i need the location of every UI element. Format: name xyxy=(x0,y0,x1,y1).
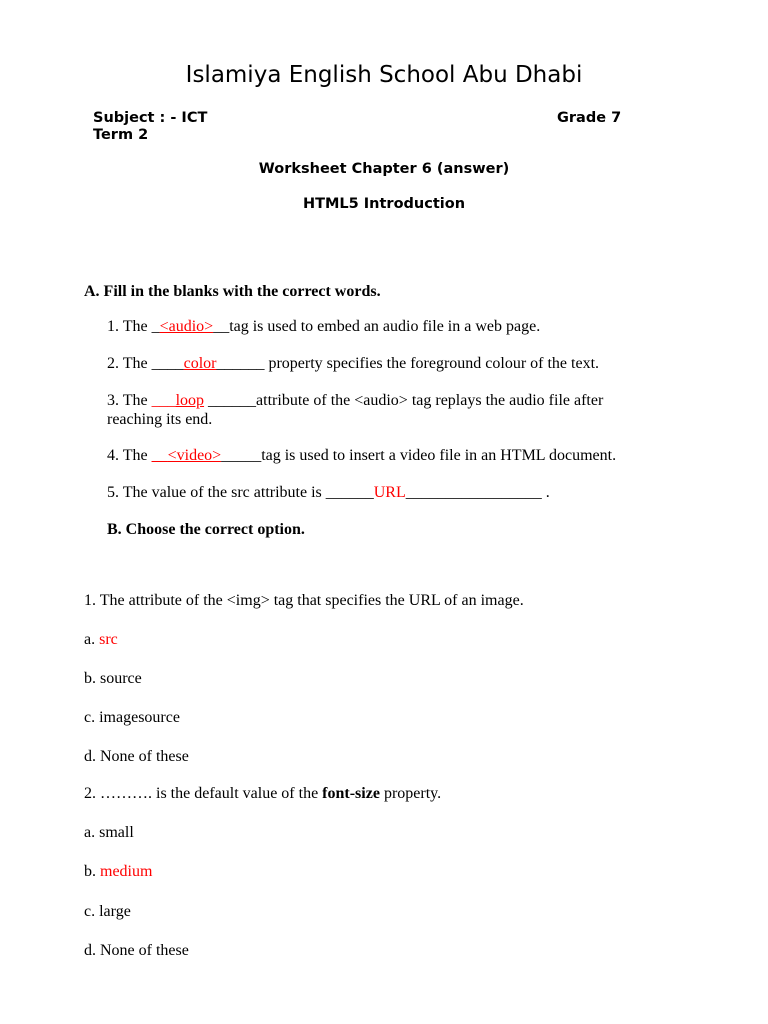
answer-2: color xyxy=(183,355,217,372)
worksheet-title: Worksheet Chapter 6 (answer) xyxy=(258,161,510,177)
mcq-question-1: 1. The attribute of the <img> tag that specifies the URL of an image. xyxy=(84,592,524,609)
mcq1-option-c: c. imagesource xyxy=(84,709,180,726)
fill-question-5: 5. The value of the src attribute is ______URL_________________ . xyxy=(107,484,550,501)
section-b-heading: B. Choose the correct option. xyxy=(107,521,305,538)
answer-5: URL xyxy=(373,484,406,501)
mcq-question-2: 2. ………. is the default value of the font-size property. xyxy=(84,785,442,802)
subject-label: Subject : - ICT xyxy=(93,110,208,126)
answer-4: <video> xyxy=(167,447,222,464)
answer-3: loop xyxy=(175,392,205,409)
mcq2-option-c: c. large xyxy=(84,903,131,920)
fill-question-4: 4. The __<video>_____tag is used to insert a video file in an HTML document. xyxy=(107,447,617,464)
fill-question-3: 3. The ___loop ______attribute of the <audio> tag replays the audio file after xyxy=(107,392,604,409)
school-title: Islamiya English School Abu Dhabi xyxy=(185,62,583,88)
mcq1-option-a: a. src xyxy=(84,631,118,648)
section-a-heading: A. Fill in the blanks with the correct words. xyxy=(84,283,381,300)
topic-title: HTML5 Introduction xyxy=(302,196,466,212)
mcq2-option-d: d. None of these xyxy=(84,942,189,959)
fill-question-1: 1. The _<audio>__tag is used to embed an audio file in a web page. xyxy=(107,318,541,335)
fill-question-3-cont: reaching its end. xyxy=(107,411,213,428)
mcq1-answer: src xyxy=(99,631,118,648)
mcq1-option-d: d. None of these xyxy=(84,748,189,765)
answer-1: <audio> xyxy=(159,318,214,335)
mcq2-option-a: a. small xyxy=(84,824,134,841)
term-label: Term 2 xyxy=(93,127,149,143)
mcq1-option-b: b. source xyxy=(84,670,142,687)
mcq2-answer: medium xyxy=(100,863,153,880)
mcq2-option-b: b. medium xyxy=(84,863,153,880)
fill-question-2: 2. The ____color______ property specifies the foreground colour of the text. xyxy=(107,355,600,372)
grade-label: Grade 7 xyxy=(557,110,622,126)
